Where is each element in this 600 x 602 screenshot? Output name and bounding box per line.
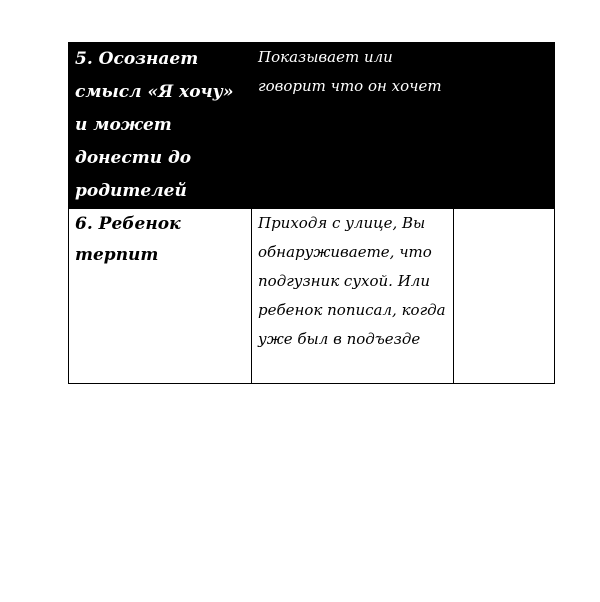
table-row [69,209,555,384]
notes-cell [454,43,555,209]
milestone-cell [69,209,252,384]
description-cell [252,209,454,384]
description-cell [252,43,454,209]
table-row [69,43,555,209]
milestone-cell [69,43,252,209]
notes-cell [454,209,555,384]
description-text: Приходя с улице, Вы обнаруживаете, что подгузник сухой. Или ребенок пописал, когда уже был в подъезде [258,214,446,348]
milestone-text: 5. Осознает смысл «Я хочу» и может донести до родителей [75,49,234,201]
milestone-text: 6. Ребенок терпит [75,214,181,265]
milestone-table [68,42,555,384]
description-text: Показывает или говорит что он хочет [258,48,442,95]
